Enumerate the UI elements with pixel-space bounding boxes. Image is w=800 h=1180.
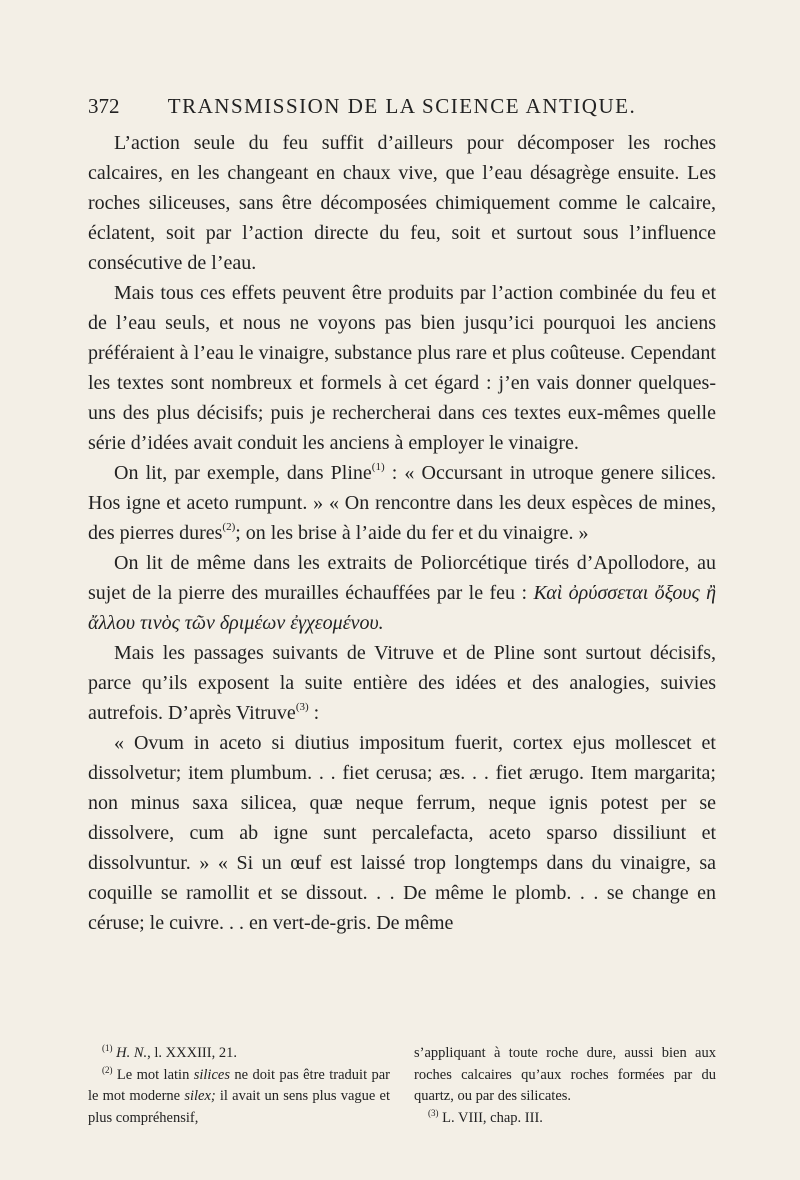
footnote-2-text-c: il avait un sens plus vague et plus compréhensif, <box>88 1088 390 1126</box>
footnote-ref-1: (1) <box>371 461 385 473</box>
footnote-1-mark: (1) <box>102 1043 113 1053</box>
footnote-3-mark: (3) <box>428 1107 439 1118</box>
footnote-2-term-silices: silices <box>193 1066 230 1083</box>
page-header <box>88 94 716 124</box>
paragraph-6: « Ovum in aceto si diutius impositum fuerit, cortex ejus mollescet et dissolvetur; item plumbum. . . fiet cerusa; æs. . . fiet ærugo. Item margarita; non minus saxa silicea, quæ neque ferrum, neque ignis potest per se dissolvere, cum ab igne sunt percalefacta, aceto sparso dissiliunt et dissolvuntur. » « Si un œuf est laissé trop longtemps dans du vinaigre, sa coquille se ramollit et se dissout. . . De même le plomb. . . se change en céruse; le cuivre. . . en vert-de-gris. De même <box>88 732 716 934</box>
footnote-ref-2: (2) <box>222 521 236 533</box>
footnote-2-term-silex: silex; <box>184 1088 216 1104</box>
footnote-2-text-a: Le mot latin <box>116 1066 194 1083</box>
footnotes <box>88 1043 716 1129</box>
paragraph-3-text-b: : « Occursant in utroque genere silices. Hos igne et aceto rumpunt. » « On rencontre dans les deux espèces de mines, des pierres dures <box>88 462 717 544</box>
footnote-ref-3: (3) <box>295 701 309 713</box>
running-title: TRANSMISSION DE LA SCIENCE ANTIQUE. <box>167 94 637 118</box>
paragraph-1: L’action seule du feu suffit d’ailleurs pour décomposer les roches calcaires, en les changeant en chaux vive, que l’eau désagrège ensuite. Les roches siliceuses, sans être décomposées chimiquement comme le calcaire, éclatent, soit par l’action directe du feu, soit et surtout sous l’influence consécutive de l’eau. <box>88 132 716 274</box>
footnote-3 <box>414 1108 716 1130</box>
footnotes-right-column <box>414 1043 716 1129</box>
footnote-1-source: H. N. <box>116 1045 148 1061</box>
paragraph-5-text-a: Mais les passages suivants de Vitruve et de Pline sont surtout décisifs, parce qu’ils exposent la suite entière des idées et des analogies, suivies autrefois. D’après Vitruve <box>88 642 716 724</box>
footnote-2-continuation: s’appliquant à toute roche dure, aussi bien aux roches calcaires qu’aux roches formées par du quartz, ou par des silicates. <box>414 1045 716 1104</box>
page-number: 372 <box>88 94 120 118</box>
footnotes-left-column <box>88 1043 390 1129</box>
footnote-2-mark: (2) <box>102 1064 113 1075</box>
main-text <box>88 128 716 938</box>
paragraph-5 <box>88 638 716 728</box>
paragraph-4-text: On lit de même dans les extraits de Poliorcétique tirés d’Apollodore, au sujet de la pierre des murailles échauffées par le feu : <box>88 552 716 604</box>
footnote-2 <box>88 1065 390 1130</box>
footnote-1-text: , l. XXXIII, 21. <box>147 1045 237 1061</box>
paragraph-3-text-a: On lit, par exemple, dans Pline <box>114 462 372 484</box>
footnote-3-text: L. VIII, chap. III. <box>442 1109 543 1126</box>
footnote-2-text-b: ne doit pas être traduit par le mot moderne <box>88 1066 391 1104</box>
paragraph-3 <box>88 458 716 548</box>
paragraph-5-text-b: : <box>308 702 320 724</box>
footnote-1 <box>88 1043 390 1065</box>
paragraph-4 <box>88 548 716 638</box>
paragraph-2: Mais tous ces effets peuvent être produits par l’action combinée du feu et de l’eau seuls, et nous ne voyons pas bien jusqu’ici pourquoi les anciens préféraient à l’eau le vinaigre, substance plus rare et plus coûteuse. Cependant les textes sont nombreux et formels à cet égard : j’en vais donner quelques-uns des plus décisifs; puis je rechercherai dans ces textes eux-mêmes quelle série d’idées avait conduit les anciens à employer le vinaigre. <box>88 282 716 454</box>
greek-quote: Καὶ ὀρύσσεται ὄξους ἢ ἄλλου τινὸς τῶν δριμέων ἐγχεομένου. <box>88 582 717 634</box>
paragraph-3-text-c: ; on les brise à l’aide du fer et du vinaigre. » <box>235 522 589 544</box>
